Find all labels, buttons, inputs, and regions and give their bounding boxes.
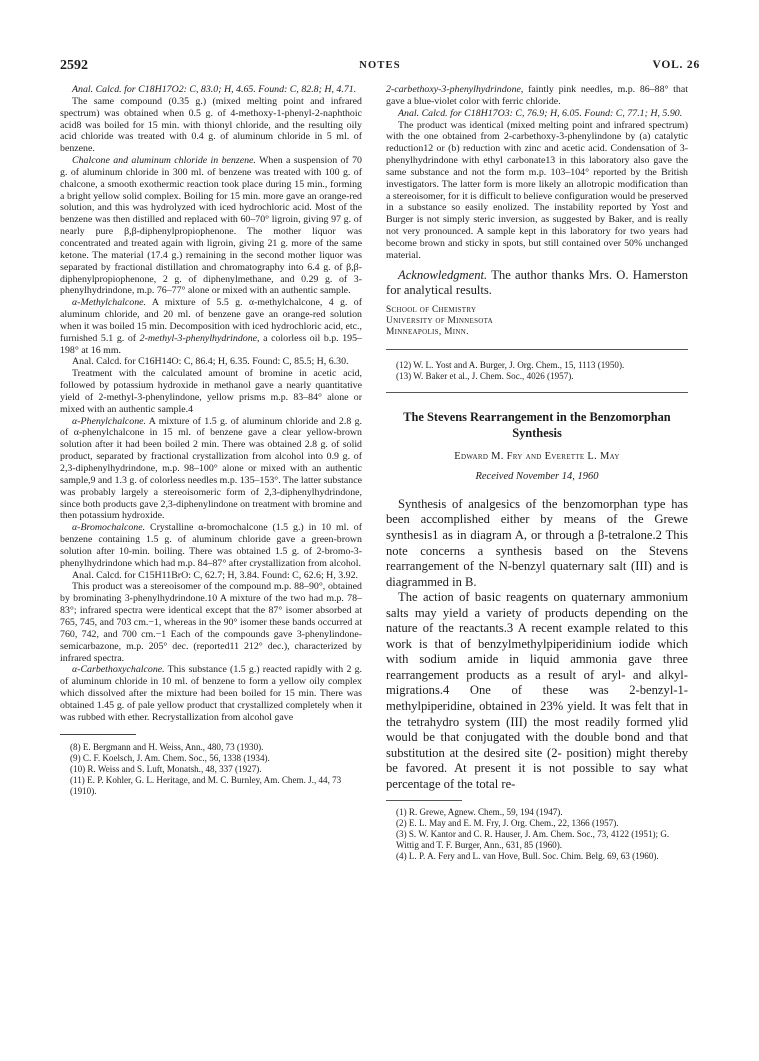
left-column (60, 84, 362, 797)
footnote-divider (60, 734, 136, 735)
body-paragraph: The same compound (0.35 g.) (mixed melting point and infrared spectrum) was obtained when 0.5 g. of 4-methoxy-1-phenyl-2-naphthoic acid8 was boiled for 15 min. with thionyl chloride, and the resulting oily acid chloride was treated with 0.4 g. of aluminum chloride in 5 ml. of benzene. (60, 95, 362, 155)
running-title: NOTES (359, 60, 401, 71)
page-number: 2592 (60, 58, 88, 73)
body-paragraph: α-Bromochalcone. Crystalline α-bromochalcone (1.5 g.) in 10 ml. of benzene containing 1.5 g. of aluminum chloride gave a green-brown solution after 10-min. boiling. There was obtained 1.5 g. of 2-bromo-3-phenylhydrindone which had m.p. 84–87° after crystallization from alcohol. (60, 522, 362, 569)
footnote: (11) E. P. Kohler, G. L. Heritage, and M. C. Burnley, Am. Chem. J., 44, 73 (1910). (70, 774, 342, 796)
body-paragraph: α-Phenylchalcone. A mixture of 1.5 g. of aluminum chloride and 2.8 g. of α-phenylchalcone in 15 ml. of benzene gave a clear yellow-brown solution after it had been boiled 2 min. There was obtained 2.8 g. of solid product, separated by fractional crystallization from alcohol into 0.9 g. of 2,3-diphenylhydrindone, m.p. 98–100° alone or mixed with an authentic sample,9 and 1.3 g. of colorless needles m.p. 135–153°. The latter substance was probably largely a stereoisomeric form of 2,3-diphenylhydrindone, since both products gave 2,3-diphenylindone on treatment with bromine and then potassium hydroxide. (60, 415, 362, 522)
body-paragraph: The product was identical (mixed melting point and infrared spectrum) with the one obtained from 2-carbethoxy-3-phenylindone by (a) catalytic reduction12 or (b) reduction with zinc and acetic acid. Condensation of 3-phenylhydrindone with ethyl carbonate13 in this laboratory also gave the same substance and not the form m.p. 103–104° reported by the British investigators. The latter form is more likely an allotropic modification than a stereoisomer, for it is difficult to believe configuration would be preserved in a substance so easily enolized. The instability reported by Yost and Burger is not simply steric inversion, as suggested by Baker, and is really not very pronounced. A sample kept in this laboratory for two years had become brown and sticky in spots, but still contained over 50% unchanged material. (386, 119, 688, 261)
section-heading: Chalcone and aluminum chloride in benzene. (72, 155, 256, 167)
section-heading: α-Bromochalcone. (72, 522, 146, 534)
authors: Edward M. Fry and Everette L. May (454, 450, 620, 462)
acknowledgment: Acknowledgment. The author thanks Mrs. O. Hamerston for analytical results. (386, 267, 688, 298)
article-title: The Stevens Rearrangement in the Benzomorphan Synthesis (403, 409, 671, 441)
institution-address: School of Chemistry University of Minnesota Minneapolis, Minn. (386, 304, 494, 338)
article-body (386, 497, 688, 792)
body-paragraph: Chalcone and aluminum chloride in benzene. When a suspension of 70 g. of aluminum chloride in 300 ml. of benzene was treated with 100 g. of chalcone, a smooth exothermic reaction took place during 15 min., forming a bright yellow solid complex. Boiling for 15 min. more gave an orange-red solution, and this was hydrolyzed with iced hydrochloric acid. Most of the benzene was then distilled and replaced with 60–70° ligroin, giving 97 g. of nearly pure β,β-diphenylpropiophenone. The mother liquor was concentrated and treated again with ligroin, giving 21 g. more of the same ketone. The material (17.4 g.) remaining in the second mother liquor was separated by fractional distillation and chromatography into 6.4 g. of β,β-diphenylpropiophenone, 2 g. of diphenylmethane, and 0.29 g. of 3-phenylhydrindone, m.p. 76–77° alone or mixed with an authentic sample. (60, 155, 362, 297)
section-heading: α-Methylchalcone. (72, 297, 146, 309)
footnote: (4) L. P. A. Fery and L. van Hove, Bull. Soc. Chim. Belg. 69, 63 (1960). (396, 851, 659, 862)
analysis-paragraph: Anal. Calcd. for C18H17O2: C, 83.0; H, 4.65. Found: C, 82.8; H, 4.71. (72, 84, 357, 95)
footnote: (3) S. W. Kantor and C. R. Hauser, J. Am. Chem. Soc., 73, 4122 (1951); G. Wittig and T. F. Burger, Ann., 631, 85 (1960). (396, 829, 670, 851)
body-paragraph: The action of basic reagents on quaternary ammonium salts may yield a variety of products depending on the nature of the reactants.3 A recent example related to this work is that of benzylmethylpiperidinium iodide which with sodium amide in liquid ammonia gave three rearrangement products as a result of aryl- and alkyl-migrations.4 One of these was 2-benzyl-1-methylpiperidine, obtained in 23% yield. It was felt that in the tetrahydro system (III) the most readily formed ylid would be that conjugated with the double bond and that substitution at the desired site (2- position) might thereby be favored. At present it is not possible to say what percentage of the total re- (386, 590, 688, 791)
section-heading: α-Carbethoxychalcone. (72, 664, 165, 676)
right-column (386, 84, 688, 862)
analysis-paragraph: Anal. Calcd. for C15H11BrO: C, 62.7; H, 3.84. Found: C, 62.6; H, 3.92. (72, 569, 359, 581)
section-heading: α-Phenylchalcone. (72, 415, 146, 427)
body-paragraph: Synthesis of analgesics of the benzomorphan type has been accomplished either by means of the Grewe synthesis1 as in diagram A, or through a β-tetralone.2 This note concerns a synthesis based on the Stevens rearrangement of the N-benzyl quaternary salt (III) and is diagrammed in B. (386, 496, 688, 589)
footnote: (1) R. Grewe, Agnew. Chem., 59, 194 (1947). (396, 807, 563, 818)
footnote: (13) W. Baker et al., J. Chem. Soc., 4026 (1957). (396, 370, 574, 381)
footnote-divider (386, 800, 462, 801)
body-paragraph: 2-carbethoxy-3-phenylhydrindone, faintly pink needles, m.p. 86–88° that gave a blue-violet color with ferric chloride. (386, 84, 688, 107)
analysis-paragraph: Anal. Calcd. for C16H14O: C, 86.4; H, 6.35. Found: C, 85.5; H, 6.30. (72, 356, 349, 368)
body-paragraph: Treatment with the calculated amount of bromine in acetic acid, followed by potassium hydroxide in methanol gave a nearly quantitative yield of 2-methyl-3-phenylindone, yellow prisms m.p. 83–84° alone or mixed with an authentic sample.4 (60, 368, 362, 415)
received-date: Received November 14, 1960 (475, 470, 599, 482)
running-header (60, 58, 700, 74)
footnote: (9) C. F. Koelsch, J. Am. Chem. Soc., 56, 1338 (1934). (70, 752, 270, 763)
footnote: (12) W. L. Yost and A. Burger, J. Org. Chem., 15, 1113 (1950). (396, 359, 625, 370)
footnote: (8) E. Bergmann and H. Weiss, Ann., 480, 73 (1930). (70, 741, 264, 752)
body-paragraph: This product was a stereoisomer of the compound m.p. 88–90°, obtained by brominating 3-phenylhydrindone.10 A mixture of the two had m.p. 78–83°; infrared spectra were identical except that the 87° isomer absorbed at 765, 745, and 703 cm.−1, whereas in the 90° isomer these bands occurred at 760, 742, and 700 cm.−1 Each of the compounds gave 3-phenylindone-semicarbazone, m.p. 205° dec. (reported11 212° dec.), characterized by infrared spectra. (60, 581, 362, 664)
footnote: (2) E. L. May and E. M. Fry, J. Org. Chem., 22, 1366 (1957). (396, 818, 619, 829)
divider (386, 349, 688, 350)
divider (386, 392, 688, 393)
body-paragraph: α-Methylchalcone. A mixture of 5.5 g. α-methylchalcone, 4 g. of aluminum chloride, and 20 ml. of benzene gave an orange-red solution when it was boiled 15 min. Decomposition with iced hydrochloric acid, etc., furnished 5.1 g. of 2-methyl-3-phenylhydrindone, a colorless oil b.p. 195–198° at 16 mm. (60, 297, 362, 356)
analysis-paragraph: Anal. Calcd. for C18H17O3: C, 76.9; H, 6.05. Found: C, 77.1; H, 5.90. (398, 107, 683, 119)
volume-label: VOL. 26 (652, 59, 700, 71)
acknowledgment-heading: Acknowledgment. (398, 267, 488, 282)
footnote: (10) R. Weiss and S. Luft, Monatsh., 48, 337 (1927). (70, 763, 262, 774)
body-paragraph: α-Carbethoxychalcone. This substance (1.5 g.) reacted rapidly with 2 g. of aluminum chloride in 10 ml. of benzene to form a yellow oily complex which dissolved after the mixture had been boiled for 15 min. There was obtained 1.45 g. of pale yellow product that crystallized completely when it was rubbed with ether. Recrystallization from alcohol gave (60, 664, 362, 723)
